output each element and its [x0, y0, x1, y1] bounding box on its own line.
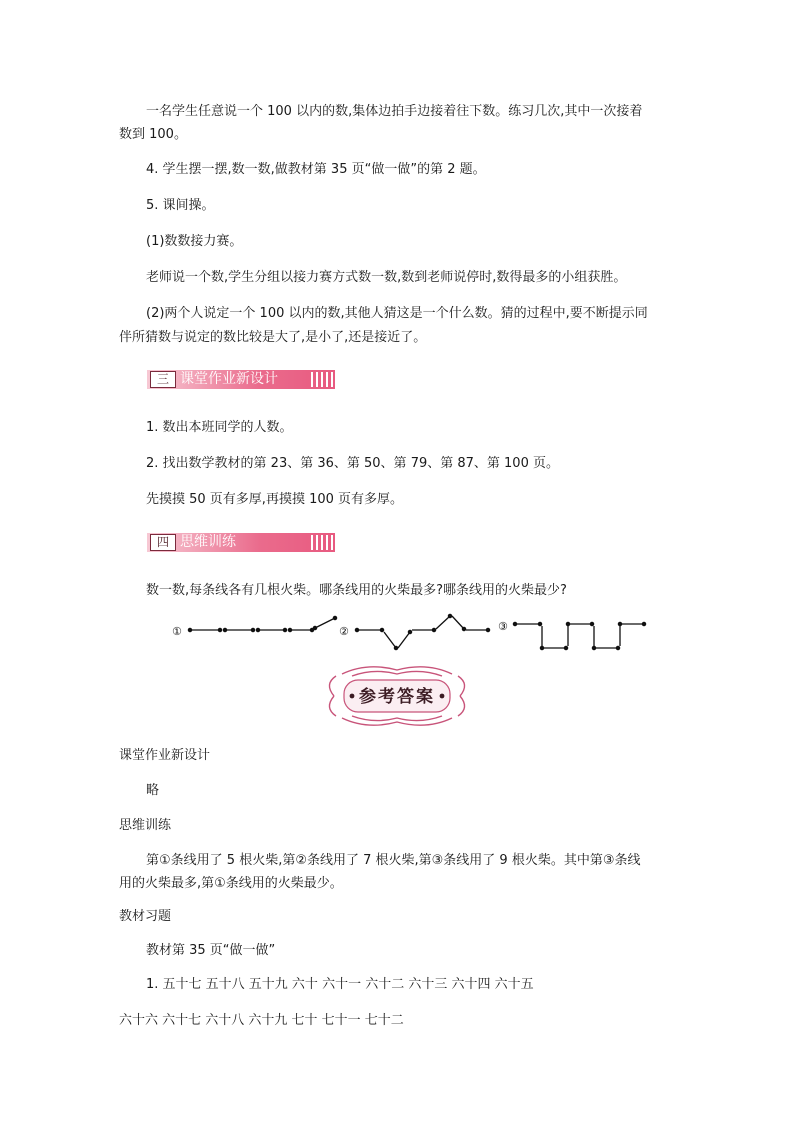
paragraph-line: 数到 100。 [119, 127, 187, 142]
figure-label-3: ③ [498, 620, 508, 633]
thinking-question: 数一数,每条线各有几根火柴。哪条线用的火柴最多?哪条线用的火柴最少? [146, 583, 567, 598]
sub-item-1-body: 老师说一个数,学生分组以接力赛方式数一数,数到老师说停时,数得最多的小组获胜。 [146, 270, 627, 285]
section-title: 思维训练 [180, 534, 236, 550]
question-1: 1. 数出本班同学的人数。 [146, 420, 293, 435]
sub-item-1-title: (1)数数接力赛。 [146, 234, 243, 249]
answer-subheading: 教材第 35 页“做一做” [146, 943, 276, 958]
matchstick-line-2 [355, 614, 489, 649]
answer-heading: 教材习题 [119, 909, 172, 924]
section-number: 四 [150, 534, 176, 551]
section-header-4 [147, 533, 335, 552]
item-5: 5. 课间操。 [146, 198, 215, 213]
answer-text: 第①条线用了 5 根火柴,第②条线用了 7 根火柴,第③条线用了 9 根火柴。其中第③条线 [146, 853, 641, 868]
question-2: 2. 找出数学教材的第 23、第 36、第 50、第 79、第 87、第 100 页。 [146, 456, 559, 471]
item-4: 4. 学生摆一摆,数一数,做教材第 35 页“做一做”的第 2 题。 [146, 162, 486, 177]
header-stripes [311, 535, 333, 550]
header-stripes [311, 372, 333, 387]
matchstick-figure [170, 610, 650, 658]
answer-text: 用的火柴最多,第①条线用的火柴最少。 [119, 876, 343, 891]
answer-text: 略 [146, 783, 160, 798]
banner-title: 参考答案 [359, 687, 435, 707]
figure-label-2: ② [339, 625, 349, 638]
paragraph-line: 一名学生任意说一个 100 以内的数,集体边拍手边接着往下数。练习几次,其中一次接着 [146, 104, 643, 119]
section-header-3 [147, 370, 335, 389]
question-2-note: 先摸摸 50 页有多厚,再摸摸 100 页有多厚。 [146, 492, 404, 507]
matchstick-line-1 [188, 616, 336, 631]
matchstick-line-3 [513, 622, 645, 649]
sub-item-2-line: 伴所猜数与说定的数比较是大了,是小了,还是接近了。 [119, 330, 427, 345]
answer-number-list: 六十六 六十七 六十八 六十九 七十 七十一 七十二 [119, 1013, 404, 1028]
section-title: 课堂作业新设计 [180, 371, 278, 387]
figure-label-1: ① [172, 625, 182, 638]
answer-heading: 思维训练 [119, 818, 172, 833]
answer-heading: 课堂作业新设计 [119, 748, 211, 763]
sub-item-2-line: (2)两个人说定一个 100 以内的数,其他人猜这是一个什么数。猜的过程中,要不断提示同 [146, 306, 648, 321]
answer-number-list: 1. 五十七 五十八 五十九 六十 六十一 六十二 六十三 六十四 六十五 [146, 977, 534, 992]
section-number: 三 [150, 371, 176, 388]
